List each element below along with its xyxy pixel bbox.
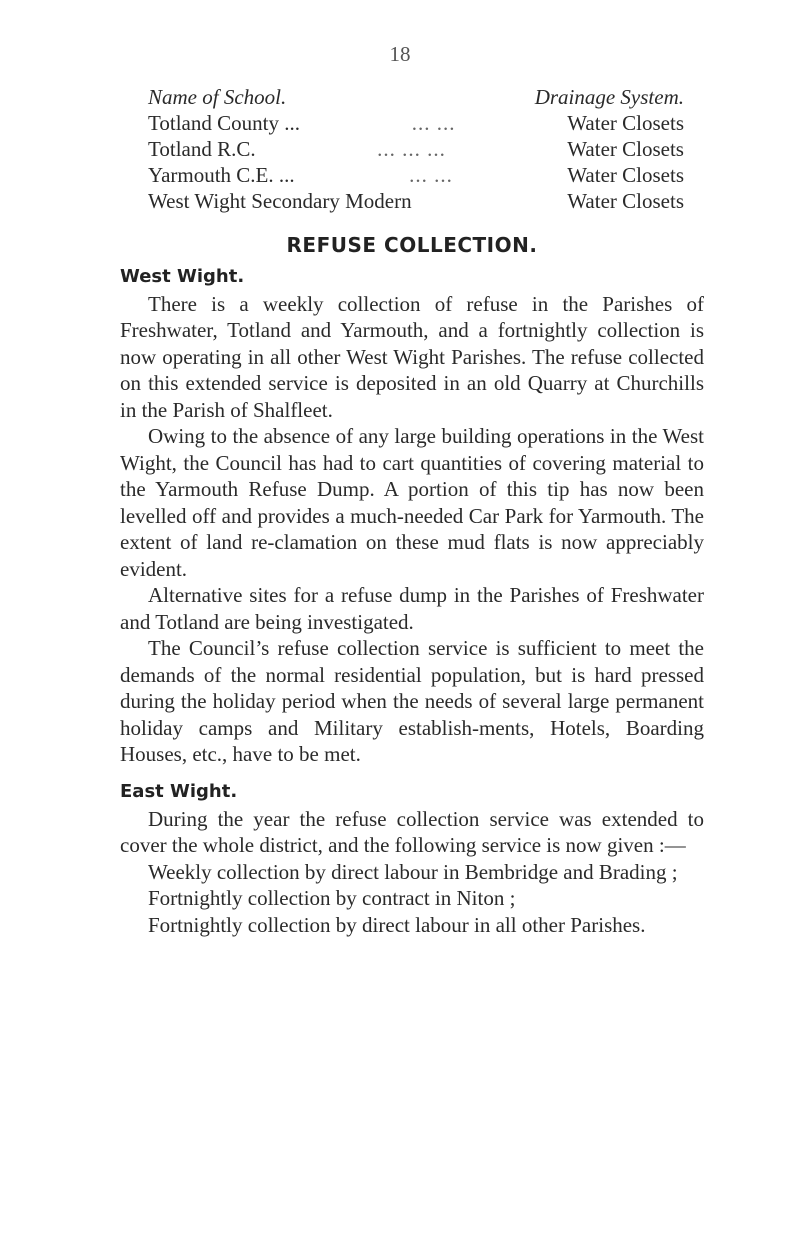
section-title: REFUSE COLLECTION. xyxy=(286,233,538,257)
table-row xyxy=(148,136,684,162)
drainage-table xyxy=(148,84,684,214)
drainage-system: Water Closets xyxy=(567,189,684,213)
paragraph: During the year the refuse collection service was extended to cover the whole district, and the following service is now given :— xyxy=(120,806,704,857)
drainage-system: Water Closets xyxy=(567,137,684,161)
paragraph: Alternative sites for a refuse dump in the Parishes of Freshwater and Totland are being investigated. xyxy=(120,583,704,634)
table-row xyxy=(148,162,684,188)
west-wight-heading: West Wight. xyxy=(120,265,245,287)
school-name: Yarmouth C.E. ... xyxy=(148,163,295,187)
service-list xyxy=(120,859,704,939)
paragraph: The Council’s refuse collection service is sufficient to meet the demands of the normal residential population, but is hard pressed during the holiday period when the needs of several large permanent holiday camps and Military establish-ments, Hotels, Boarding Houses, etc., have to be met. xyxy=(120,636,704,766)
list-item: Fortnightly collection by direct labour in all other Parishes. xyxy=(148,912,646,937)
page-number: 18 xyxy=(389,42,411,66)
header-drainage-system: Drainage System. xyxy=(534,85,684,109)
row-dots: ... ... xyxy=(411,111,456,135)
header-school-name: Name of School. xyxy=(148,85,287,109)
paragraph: Owing to the absence of any large building operations in the West Wight, the Council has had to cart quantities of covering material to the Yarmouth Refuse Dump. A portion of this tip has now been levelled off and provides a much-needed Car Park for Yarmouth. The extent of land re-clamation on these mud flats is now appreciably evident. xyxy=(120,424,704,581)
row-dots: ... ... ... xyxy=(377,137,446,161)
list-item: Weekly collection by direct labour in Bembridge and Brading ; xyxy=(148,859,678,884)
table-row xyxy=(148,188,684,214)
row-dots: ... ... xyxy=(409,163,453,187)
school-name: West Wight Secondary Modern xyxy=(148,189,412,213)
refuse-collection-section xyxy=(120,232,704,938)
table-row xyxy=(148,110,684,136)
drainage-system: Water Closets xyxy=(567,111,684,135)
school-name: Totland R.C. xyxy=(148,137,256,161)
paragraph: There is a weekly collection of refuse in the Parishes of Freshwater, Totland and Yarmouth, and a fortnightly collection is now operating in all other West Wight Parishes. The refuse collected on this extended service is deposited in an old Quarry at Churchills in the Parish of Shalfleet. xyxy=(120,291,704,422)
list-item: Fortnightly collection by contract in Niton ; xyxy=(148,886,516,910)
drainage-system: Water Closets xyxy=(567,163,684,187)
east-wight-heading: East Wight. xyxy=(120,780,238,802)
school-name: Totland County ... xyxy=(148,111,300,135)
table-header xyxy=(148,84,684,110)
